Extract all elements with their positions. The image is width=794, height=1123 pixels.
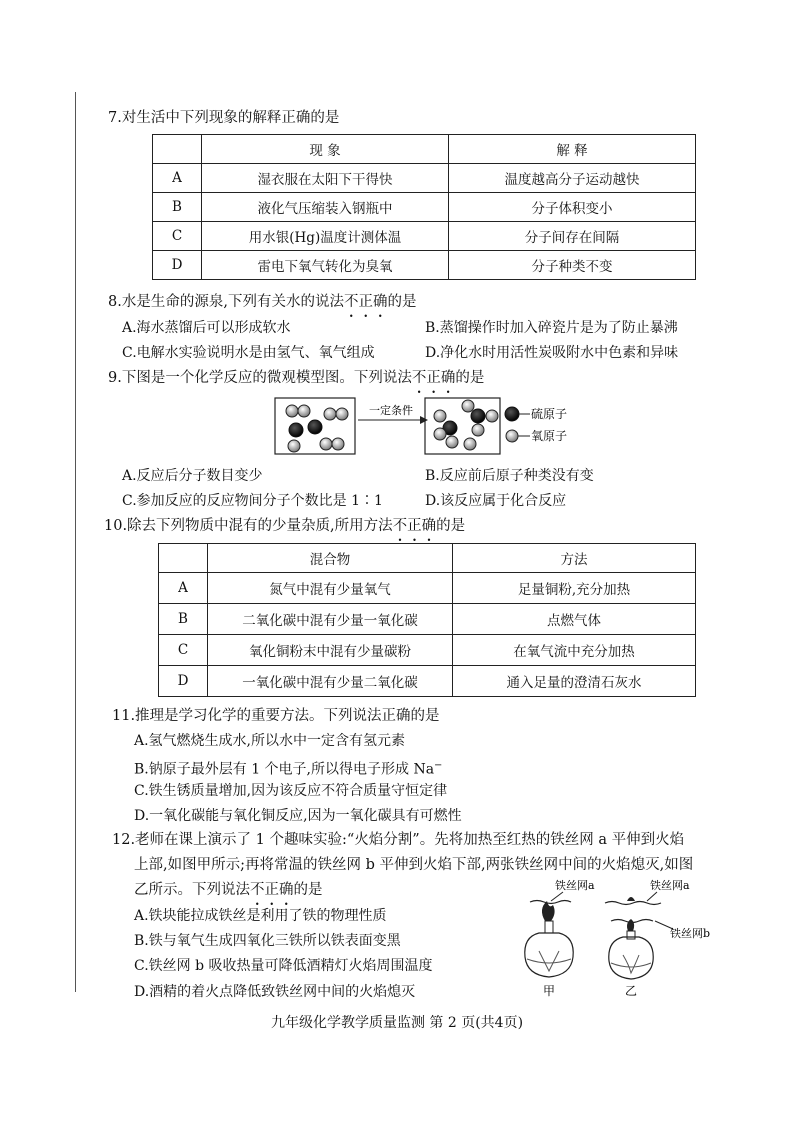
q11-option-c: C.铁生锈质量增加,因为该反应不符合质量守恒定律 (134, 783, 448, 799)
stem-text: 9.下图是一个化学反应的微观模型图。下列说法 (108, 370, 412, 386)
flame-bottom-yi (627, 919, 634, 931)
table-row (159, 573, 696, 604)
emphasis-char: 确 (440, 370, 456, 386)
label-mesh-b: 铁丝网b (670, 927, 711, 940)
reactant-molecules (286, 405, 348, 452)
method-cell: 足量铜粉,充分加热 (453, 573, 696, 604)
table-row (153, 164, 696, 193)
emphasis-char: 确 (421, 518, 437, 534)
method-cell: 通入足量的澄清石灰水 (453, 666, 696, 697)
method-cell: 在氧气流中充分加热 (453, 635, 696, 666)
binding-margin-line (75, 92, 76, 992)
mixture-cell: 氧化铜粉末中混有少量碳粉 (208, 635, 453, 666)
emphasis-char: 正 (358, 294, 373, 310)
q9-option-d: D.该反应属于化合反应 (425, 493, 567, 509)
q8-stem (108, 292, 416, 312)
q7-corner-cell (153, 135, 202, 164)
method-cell: 点燃气体 (453, 604, 696, 635)
phenomenon-cell: 用水银(Hg)温度计测体温 (202, 222, 449, 251)
q7-stem: 7.对生活中下列现象的解释正确的是 (108, 110, 340, 126)
q12-line1: 12.老师在课上演示了 1 个趣味实验:“火焰分割”。先将加热至红热的铁丝网 a 平伸到火焰 (112, 832, 685, 848)
explanation-cell: 分子体积变小 (449, 193, 696, 222)
alcohol-lamp-jia (525, 878, 595, 998)
stem-text: 8.水是生命的源泉,下列有关水的说法 (108, 294, 344, 310)
wire-mesh-a-jia (530, 901, 571, 904)
q11-option-b (134, 756, 442, 780)
legend-oxygen: 氧原子 (531, 429, 568, 443)
row-key: C (153, 222, 202, 251)
q8-option-c: C.电解水实验说明水是由氢气、氧气组成 (122, 345, 375, 361)
explanation-cell: 分子种类不变 (449, 251, 696, 280)
wire-mesh-a-yi (605, 902, 661, 905)
stem-text: 的是 (455, 370, 485, 386)
product-molecules (434, 400, 498, 450)
q12-option-c: C.铁丝网 b 吸收热量可降低酒精灯火焰周围温度 (134, 958, 433, 974)
row-key: D (159, 666, 208, 697)
stem-text: 的是 (387, 294, 417, 310)
emphasis-char: 确 (372, 294, 388, 310)
mixture-cell: 一氧化碳中混有少量二氧化碳 (208, 666, 453, 697)
q12-option-d: D.酒精的着火点降低致铁丝网中间的火焰熄灭 (134, 984, 416, 1000)
q10-header-method: 方法 (453, 544, 696, 573)
emphasis-char: 正 (426, 370, 441, 386)
table-row (159, 666, 696, 697)
q11-stem: 11.推理是学习化学的重要方法。下列说法正确的是 (112, 708, 440, 724)
row-key: A (159, 573, 208, 604)
emphasis-char: 不 (250, 882, 265, 898)
mixture-cell: 氮气中混有少量氧气 (208, 573, 453, 604)
q11-option-d: D.一氧化碳能与氧化铜反应,因为一氧化碳具有可燃性 (134, 808, 462, 824)
stem-text: 10.除去下列物质中混有的少量杂质,所用方法 (104, 518, 393, 534)
q9-reaction-diagram (270, 394, 600, 460)
q8-option-d: D.净化水时用活性炭吸附水中色素和异味 (425, 345, 679, 361)
q9-option-b: B.反应前后原子种类没有变 (425, 468, 594, 484)
page-footer: 九年级化学教学质量监测 第 2 页(共4页) (270, 1015, 524, 1031)
emphasis-char: 正 (264, 882, 279, 898)
row-key: A (153, 164, 202, 193)
q8-option-b: B.蒸馏操作时加入碎瓷片是为了防止暴沸 (425, 320, 678, 336)
q9-option-a: A.反应后分子数目变少 (122, 468, 263, 484)
q10-header-mixture: 混合物 (208, 544, 453, 573)
arrow-label: 一定条件 (369, 404, 413, 417)
q9-stem (108, 368, 484, 388)
emphasis-char: 不 (392, 518, 408, 534)
q7-header-phenomenon: 现 象 (202, 135, 449, 164)
q8-option-a: A.海水蒸馏后可以形成软水 (122, 320, 291, 336)
sulfur-atom-legend-icon (505, 407, 519, 421)
emphasis-char: 不 (411, 370, 427, 386)
emphasis-char: 确 (279, 882, 294, 898)
oxygen-atom-legend-icon (506, 430, 518, 442)
legend-sulfur: 硫原子 (531, 407, 568, 421)
q10-corner-cell (159, 544, 208, 573)
label-yi: 乙 (625, 984, 638, 998)
stem-text: 的是 (293, 882, 323, 898)
q12-experiment-diagram (505, 875, 715, 1000)
alcohol-lamp-yi (605, 878, 710, 998)
label-mesh-a-jia: 铁丝网a (555, 879, 595, 892)
table-row (159, 635, 696, 666)
arrow-head (420, 416, 428, 424)
q12-line3 (134, 880, 323, 900)
q10-table (158, 543, 696, 697)
emphasis-char: 正 (407, 518, 422, 534)
explanation-cell: 分子间存在间隔 (449, 222, 696, 251)
row-key: C (159, 635, 208, 666)
explanation-cell: 温度越高分子运动越快 (449, 164, 696, 193)
flame-top-yi (627, 897, 635, 901)
phenomenon-cell: 湿衣服在太阳下干得快 (202, 164, 449, 193)
table-row (153, 222, 696, 251)
stem-text: 乙所示。下列说法 (134, 882, 250, 898)
mixture-cell: 二氧化碳中混有少量一氧化碳 (208, 604, 453, 635)
q11-option-a: A.氢气燃烧生成水,所以水中一定含有氢元素 (134, 733, 406, 749)
q7-table (152, 134, 696, 280)
q10-stem (104, 516, 465, 536)
table-row (159, 604, 696, 635)
q12-option-a: A.铁块能拉成铁丝是利用了铁的物理性质 (134, 908, 387, 924)
q7-header-explanation: 解 释 (449, 135, 696, 164)
table-row (153, 251, 696, 280)
q12-option-b: B.铁与氧气生成四氧化三铁所以铁表面变黑 (134, 933, 401, 949)
row-key: D (153, 251, 202, 280)
row-key: B (159, 604, 208, 635)
table-row (153, 193, 696, 222)
emphasis-char: 不 (343, 294, 359, 310)
phenomenon-cell: 液化气压缩装入钢瓶中 (202, 193, 449, 222)
q12-line2: 上部,如图甲所示;再将常温的铁丝网 b 平伸到火焰下部,两张铁丝网中间的火焰熄灭,如图 (134, 857, 694, 873)
option-text: B.钠原子最外层有 1 个电子,所以得电子形成 Na (134, 761, 435, 778)
label-mesh-a-yi: 铁丝网a (650, 879, 690, 892)
charge-superscript: − (434, 760, 443, 771)
q9-option-c: C.参加反应的反应物间分子个数比是 1∶1 (122, 493, 383, 509)
row-key: B (153, 193, 202, 222)
stem-text: 的是 (436, 518, 466, 534)
phenomenon-cell: 雷电下氧气转化为臭氧 (202, 251, 449, 280)
label-jia: 甲 (543, 984, 556, 998)
